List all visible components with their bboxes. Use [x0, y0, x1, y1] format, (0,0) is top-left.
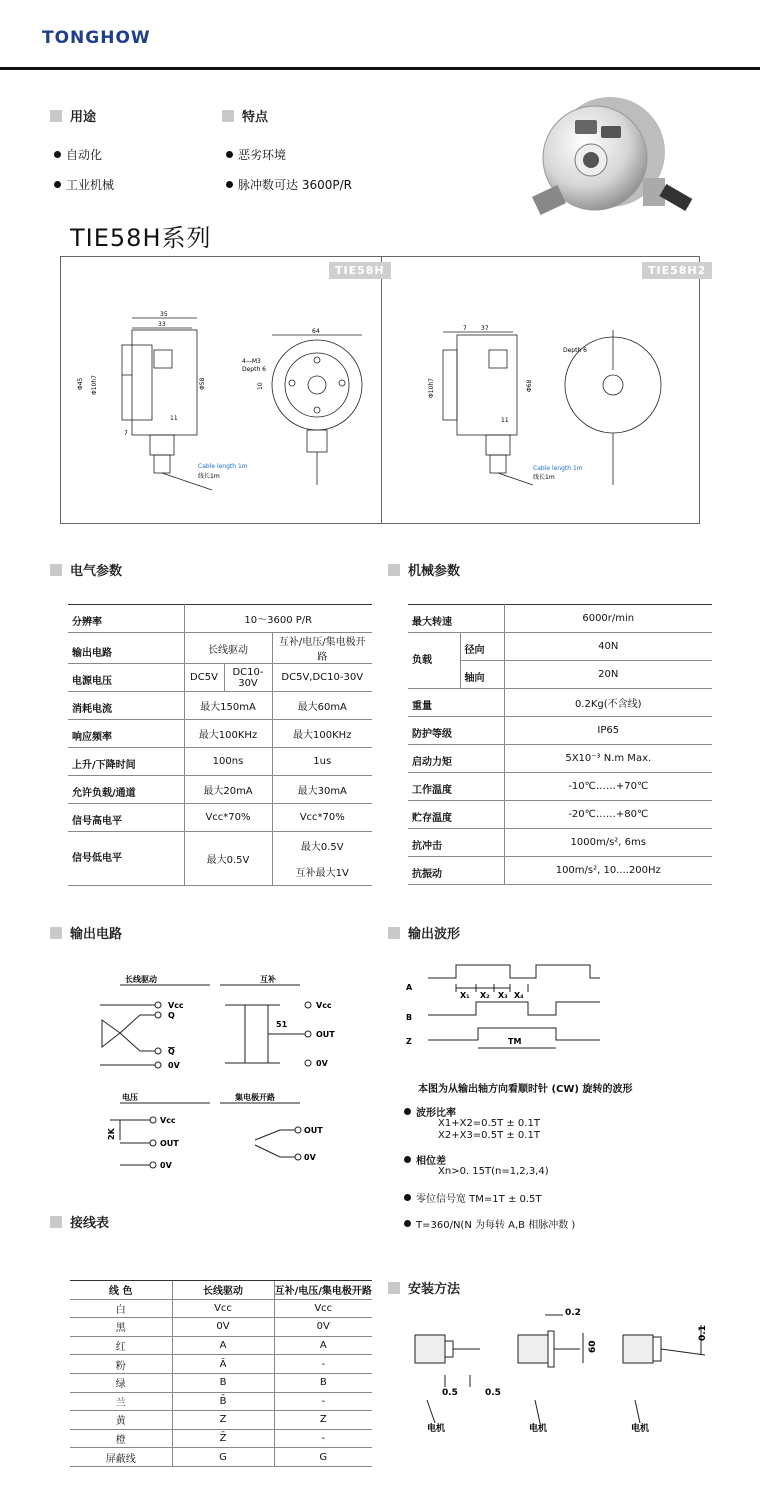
- table-row: 上升/下降时间 100ns 1us: [68, 748, 372, 776]
- features-heading: 特点: [222, 106, 268, 125]
- dim-7: 7: [463, 325, 467, 332]
- section-square-icon: [50, 564, 62, 576]
- table-row: 输出电路 长线驱动 互补/电压/集电极开路: [68, 633, 372, 664]
- bullet-icon: [54, 151, 61, 158]
- label-out: OUT: [316, 1030, 335, 1039]
- dim-0-5: 0.5: [442, 1388, 458, 1398]
- waveform-ratio-line: X2+X3=0.5T ± 0.1T: [438, 1130, 540, 1141]
- wave-z: Z: [406, 1037, 412, 1046]
- waveform-caption: 本图为从输出轴方向看顺时针 (CW) 旋转的波形: [418, 1084, 633, 1095]
- bullet-icon: [404, 1156, 411, 1163]
- electrical-heading: 电气参数: [50, 560, 122, 579]
- output-waveform-heading: 输出波形: [388, 923, 460, 942]
- phase-diff-title: 相位差: [404, 1152, 446, 1167]
- label-q: Q: [168, 1011, 175, 1020]
- table-row: 互补最大1V: [68, 859, 372, 886]
- dim-phi45: Φ45: [77, 377, 84, 390]
- section-square-icon: [388, 1282, 400, 1294]
- label-vcc: Vcc: [316, 1001, 332, 1010]
- waveform-diagram: [400, 960, 610, 1055]
- section-square-icon: [388, 927, 400, 939]
- waveform-ratio-line: X1+X2=0.5T ± 0.1T: [438, 1118, 540, 1129]
- cable-length-en: Cable length 1m: [533, 465, 583, 472]
- table-row: 负载 径向 40N: [408, 633, 712, 661]
- phase-diff-line: Xn>0. 15T(n=1,2,3,4): [438, 1166, 549, 1177]
- drawing-divider: [381, 256, 382, 524]
- table-row: 红 A A: [70, 1336, 372, 1355]
- dim-11: 11: [501, 417, 509, 424]
- dim-phi58: Φ58: [199, 377, 206, 390]
- bullet-icon: [404, 1194, 411, 1201]
- encoder-product-photo: [515, 90, 695, 240]
- table-row: 消耗电流 最大150mA 最大60mA: [68, 692, 372, 720]
- table-row: 启动力矩 5X10⁻³ N.m Max.: [408, 745, 712, 773]
- wave-x4: X₄: [514, 991, 524, 1000]
- table-row: 防护等级 IP65: [408, 717, 712, 745]
- motor-label: 电机: [631, 1424, 650, 1434]
- bullet-icon: [404, 1108, 411, 1115]
- output-circuit-diagram: [80, 965, 380, 1185]
- table-row: 响应频率 最大100KHz 最大100KHz: [68, 720, 372, 748]
- bullet-icon: [226, 181, 233, 188]
- table-row: 重量 0.2Kg(不含线): [408, 689, 712, 717]
- motor-label: 电机: [427, 1424, 446, 1434]
- label-qbar: Q: [168, 1047, 175, 1056]
- motor-label: 电机: [529, 1424, 548, 1434]
- table-row: 电源电压 DC5V DC10-30V DC5V,DC10-30V: [68, 664, 372, 692]
- table-row: 屏蔽线 G G: [70, 1448, 372, 1467]
- cable-length-cn: 线长1m: [533, 474, 555, 481]
- brand-logo: TONGHOW: [42, 28, 151, 48]
- cable-length-en: Cable length 1m: [198, 463, 248, 470]
- section-square-icon: [50, 1216, 62, 1228]
- wave-x3: X₃: [498, 991, 508, 1000]
- section-square-icon: [388, 564, 400, 576]
- section-square-icon: [222, 110, 234, 122]
- wave-x1: X₁: [460, 991, 470, 1000]
- wave-x2: X₂: [480, 991, 490, 1000]
- label-line-driver: 长线驱动: [125, 975, 157, 984]
- installation-heading: 安装方法: [388, 1278, 460, 1297]
- wave-a: A: [406, 983, 413, 992]
- label-0v: 0V: [316, 1059, 328, 1068]
- table-row: 工作温度 -10℃……+70℃: [408, 773, 712, 801]
- dim-0-2: 0.2: [565, 1308, 581, 1318]
- depth-note: Depth 6: [563, 347, 587, 354]
- electrical-table: [68, 604, 372, 886]
- wiring-table: [70, 1280, 372, 1467]
- drawing-tag-right: TIE58H2: [642, 262, 712, 279]
- label-r2k: 2K: [107, 1128, 116, 1140]
- output-circuit-heading: 输出电路: [50, 923, 122, 942]
- dim-0-1: 0.1: [698, 1325, 708, 1341]
- table-row: 黑 0V 0V: [70, 1318, 372, 1337]
- depth-note: Depth 6: [242, 366, 266, 373]
- feature-item: 脉冲数可达 3600P/R: [226, 176, 352, 193]
- mechanical-table: [408, 604, 712, 885]
- dim-37: 37: [481, 325, 489, 332]
- table-row: 允许负载/通道 最大20mA 最大30mA: [68, 776, 372, 804]
- label-out: OUT: [160, 1139, 179, 1148]
- section-square-icon: [50, 110, 62, 122]
- header-divider: [0, 67, 760, 70]
- wave-tm: TM: [508, 1037, 522, 1046]
- drawing-right: [383, 290, 699, 522]
- label-vcc: Vcc: [168, 1001, 184, 1010]
- dim-33: 33: [158, 321, 166, 328]
- wave-b: B: [406, 1013, 413, 1022]
- table-row: 轴向 20N: [408, 661, 712, 689]
- label-0v: 0V: [168, 1061, 180, 1070]
- label-open-collector: 集电极开路: [235, 1093, 275, 1102]
- usage-item: 工业机械: [54, 176, 114, 193]
- table-row: 橙 Z̄ -: [70, 1429, 372, 1448]
- dim-10: 10: [257, 382, 264, 390]
- installation-diagram: [405, 1305, 730, 1440]
- table-row: 黄 Z Z: [70, 1411, 372, 1430]
- section-square-icon: [50, 927, 62, 939]
- dim-phi10: Φ10h7: [428, 378, 435, 398]
- table-row: 最大转速 6000r/min: [408, 605, 712, 633]
- dim-11: 11: [170, 415, 178, 422]
- bullet-icon: [226, 151, 233, 158]
- table-row: 抗振动 100m/s², 10....200Hz: [408, 857, 712, 885]
- table-row: 兰 B̄ -: [70, 1392, 372, 1411]
- table-row: 信号低电平 最大0.5V 最大0.5V: [68, 832, 372, 859]
- dim-0-5: 0.5: [485, 1388, 501, 1398]
- table-row: 粉 Ā -: [70, 1355, 372, 1374]
- table-row: 贮存温度 -20℃……+80℃: [408, 801, 712, 829]
- table-header-row: 线 色 长线驱动 互补/电压/集电极开路: [70, 1281, 372, 1300]
- series-title: TIE58H系列: [70, 224, 212, 252]
- table-row: 分辨率 10～3600 P/R: [68, 605, 372, 633]
- drawing-tag-left: TIE58H: [329, 262, 391, 279]
- dim-phi68: Φ68: [526, 379, 533, 392]
- holes-note: 4—M3: [242, 358, 261, 365]
- bullet-icon: [404, 1220, 411, 1227]
- table-row: 信号高电平 Vcc*70% Vcc*70%: [68, 804, 372, 832]
- usage-item: 自动化: [54, 146, 102, 163]
- label-complementary: 互补: [260, 975, 276, 984]
- mechanical-heading: 机械参数: [388, 560, 460, 579]
- zero-signal-note: 零位信号宽 TM=1T ± 0.5T: [404, 1190, 542, 1205]
- wiring-heading: 接线表: [50, 1212, 109, 1231]
- label-0v: 0V: [160, 1161, 172, 1170]
- waveform-ratio-title: 波形比率: [404, 1104, 456, 1119]
- dim-7: 7: [124, 430, 128, 437]
- label-voltage: 电压: [122, 1093, 138, 1102]
- label-out: OUT: [304, 1126, 323, 1135]
- bullet-icon: [54, 181, 61, 188]
- usage-heading: 用途: [50, 106, 96, 125]
- label-vcc: Vcc: [160, 1116, 176, 1125]
- cable-length-cn: 线长1m: [198, 473, 220, 480]
- table-row: 绿 B B: [70, 1373, 372, 1392]
- drawing-left: [62, 290, 380, 522]
- dim-35: 35: [160, 311, 168, 318]
- feature-item: 恶劣环境: [226, 146, 286, 163]
- table-row: 抗冲击 1000m/s², 6ms: [408, 829, 712, 857]
- dim-phi10: Φ10h7: [91, 375, 98, 395]
- table-row: 白 Vcc Vcc: [70, 1299, 372, 1318]
- label-r51: 51: [276, 1020, 288, 1029]
- label-0v: 0V: [304, 1153, 316, 1162]
- dim-60: 60: [588, 1340, 598, 1353]
- dim-64: 64: [312, 328, 320, 335]
- period-note: T=360/N(N 为每转 A,B 相脉冲数 ): [404, 1216, 575, 1231]
